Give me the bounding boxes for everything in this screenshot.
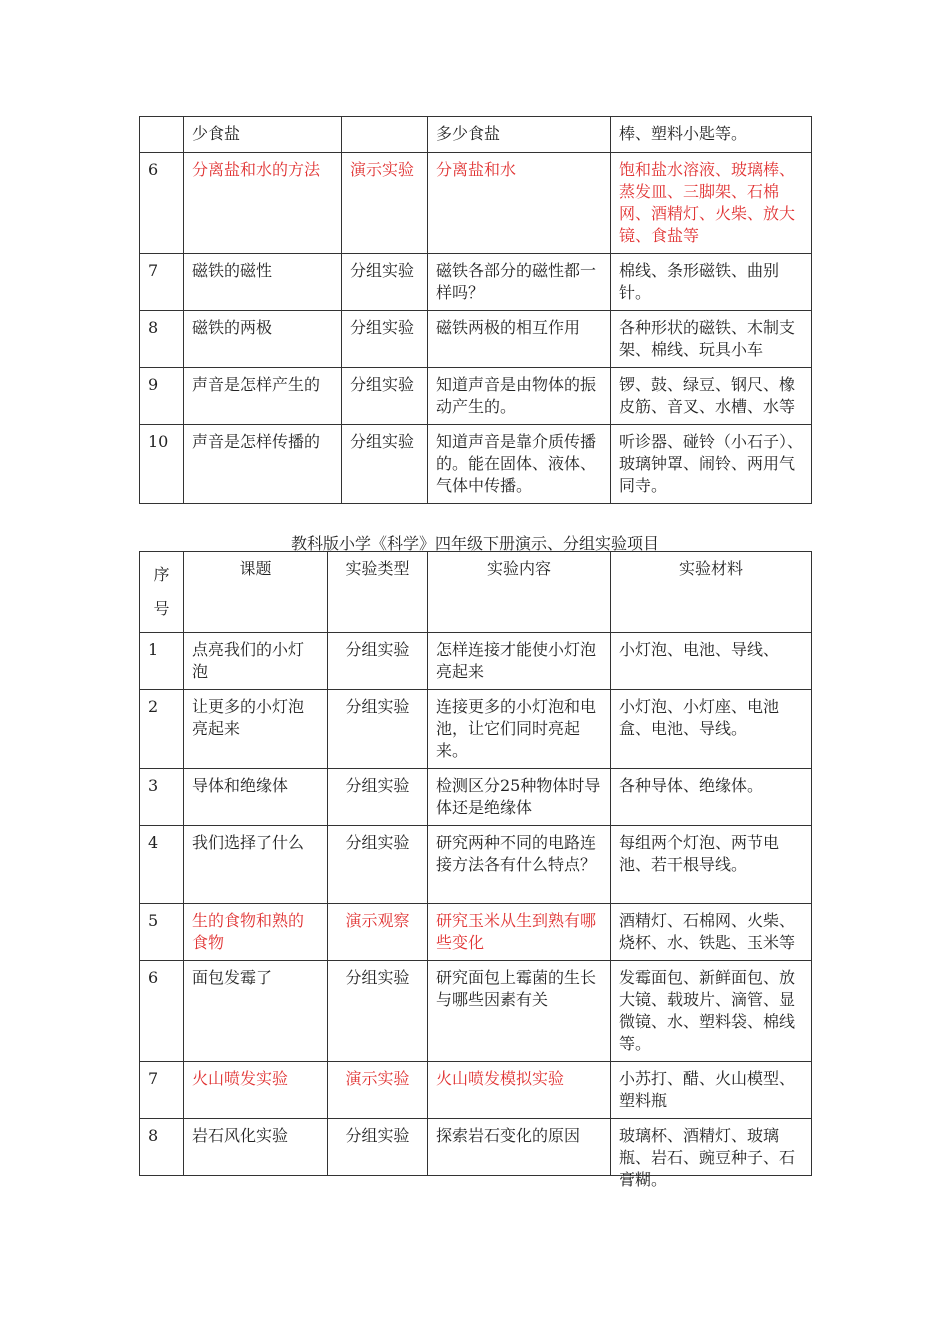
table-row [140, 690, 812, 769]
materials-text: 锣、鼓、绿豆、钢尺、橡皮筋、音叉、水槽、水等 [619, 375, 796, 416]
table-row [140, 904, 812, 961]
table-row [140, 826, 812, 904]
row-content: 研究面包上霉菌的生长与哪些因素有关 [428, 961, 611, 1062]
row-number: 1 [140, 633, 184, 690]
row-type: 分组实验 [328, 961, 428, 1062]
table-row [140, 254, 812, 311]
row-type: 分组实验 [342, 368, 428, 425]
row-type [342, 117, 428, 153]
row-number: 7 [140, 254, 184, 311]
row-content: 怎样连接才能使小灯泡亮起来 [428, 633, 611, 690]
table-row [140, 769, 812, 826]
row-type: 分组实验 [328, 826, 428, 904]
row-title: 点亮我们的小灯泡 [184, 633, 328, 690]
row-number: 6 [140, 153, 184, 254]
experiment-table-grade4 [139, 551, 812, 1189]
row-content: 多少食盐 [428, 117, 611, 153]
table-row [140, 633, 812, 690]
row-type: 分组实验 [328, 690, 428, 769]
materials-text: 酒精灯、石棉网、火柴、烧杯、水、铁匙、玉米等 [619, 911, 796, 952]
row-materials: 饱和盐水溶液、玻璃棒、蒸发皿、三脚架、石棉网、酒精灯、火柴、放大镜、食盐等 [611, 153, 812, 254]
table-row [140, 117, 812, 153]
experiment-table-continued [139, 116, 812, 504]
row-title: 磁铁的两极 [184, 311, 342, 368]
table-header-row [140, 552, 812, 633]
row-number: 6 [140, 961, 184, 1062]
row-type: 演示观察 [328, 904, 428, 961]
row-content: 火山喷发模拟实验 [428, 1062, 611, 1119]
table-row [140, 311, 812, 368]
row-title: 岩石风化实验 [184, 1119, 328, 1176]
row-materials: 小灯泡、电池、导线、 [611, 633, 812, 690]
row-content: 连接更多的小灯泡和电池，让它们同时亮起来。 [428, 690, 611, 769]
row-content: 研究玉米从生到熟有哪些变化 [428, 904, 611, 961]
row-type: 演示实验 [342, 153, 428, 254]
row-type: 分组实验 [328, 633, 428, 690]
row-materials: 每组两个灯泡、两节电池、若干根导线。 [611, 826, 812, 904]
row-title: 我们选择了什么 [184, 826, 328, 904]
row-title: 磁铁的磁性 [184, 254, 342, 311]
row-title: 生的食物和熟的食物 [184, 904, 328, 961]
row-number: 3 [140, 769, 184, 826]
table-row [140, 368, 812, 425]
header-type: 实验类型 [328, 552, 428, 633]
row-materials [611, 311, 812, 368]
header-num-text: 序号 [153, 565, 170, 618]
table-title: 教科版小学《科学》四年级下册演示、分组实验项目 [290, 534, 659, 553]
row-content: 分离盐和水 [428, 153, 611, 254]
row-materials: 小苏打、醋、火山模型、塑料瓶 [611, 1062, 812, 1119]
row-title: 让更多的小灯泡亮起来 [184, 690, 328, 769]
row-title: 导体和绝缘体 [184, 769, 328, 826]
row-number: 4 [140, 826, 184, 904]
row-title: 声音是怎样传播的 [184, 425, 342, 504]
row-materials: 发霉面包、新鲜面包、放大镜、载玻片、滴管、显微镜、水、塑料袋、棉线等。 [611, 961, 812, 1062]
row-type: 分组实验 [328, 769, 428, 826]
header-materials: 实验材料 [611, 552, 812, 633]
row-number: 8 [140, 1119, 184, 1176]
row-materials: 小灯泡、小灯座、电池盒、电池、导线。 [611, 690, 812, 769]
row-content: 知道声音是靠介质传播的。能在固体、液体、气体中传播。 [428, 425, 611, 504]
table-row [140, 1062, 812, 1119]
row-number: 10 [140, 425, 184, 504]
row-materials: 听诊器、碰铃（小石子）、玻璃钟罩、闹铃、两用气同寺。 [611, 425, 812, 504]
row-number: 8 [140, 311, 184, 368]
row-title: 面包发霉了 [184, 961, 328, 1062]
header-title: 课题 [184, 552, 328, 633]
row-materials [611, 368, 812, 425]
row-materials: 棉线、条形磁铁、曲别针。 [611, 254, 812, 311]
row-number: 9 [140, 368, 184, 425]
table-row [140, 961, 812, 1062]
materials-text: 各种形状的磁铁、木制支架、棉线、玩具小车 [619, 318, 796, 359]
row-materials [611, 1119, 812, 1189]
row-title: 声音是怎样产生的 [184, 368, 342, 425]
row-materials: 棒、塑料小匙等。 [611, 117, 812, 153]
row-content: 探索岩石变化的原因 [428, 1119, 611, 1176]
row-content: 检测区分25种物体时导体还是绝缘体 [428, 769, 611, 826]
row-materials: 各种导体、绝缘体。 [611, 769, 812, 826]
table-row [140, 425, 812, 504]
row-type: 分组实验 [342, 254, 428, 311]
row-content: 知道声音是由物体的振动产生的。 [428, 368, 611, 425]
header-content: 实验内容 [428, 552, 611, 633]
row-materials [611, 904, 812, 961]
row-type: 分组实验 [328, 1119, 428, 1176]
table-row [140, 1119, 812, 1176]
row-type: 分组实验 [342, 311, 428, 368]
row-content: 磁铁各部分的磁性都一样吗？ [428, 254, 611, 311]
materials-text: 玻璃杯、酒精灯、玻璃瓶、岩石、豌豆种子、石膏糊。 [619, 1126, 796, 1189]
row-type: 演示实验 [328, 1062, 428, 1119]
table-row [140, 153, 812, 254]
header-num [140, 552, 184, 633]
row-type: 分组实验 [342, 425, 428, 504]
row-number: 7 [140, 1062, 184, 1119]
row-number [140, 117, 184, 153]
row-content: 磁铁两极的相互作用 [428, 311, 611, 368]
row-number: 5 [140, 904, 184, 961]
row-title: 火山喷发实验 [184, 1062, 328, 1119]
row-title: 分离盐和水的方法 [184, 153, 342, 254]
row-number: 2 [140, 690, 184, 769]
row-content: 研究两种不同的电路连接方法各有什么特点？ [428, 826, 611, 904]
row-title: 少食盐 [184, 117, 342, 153]
